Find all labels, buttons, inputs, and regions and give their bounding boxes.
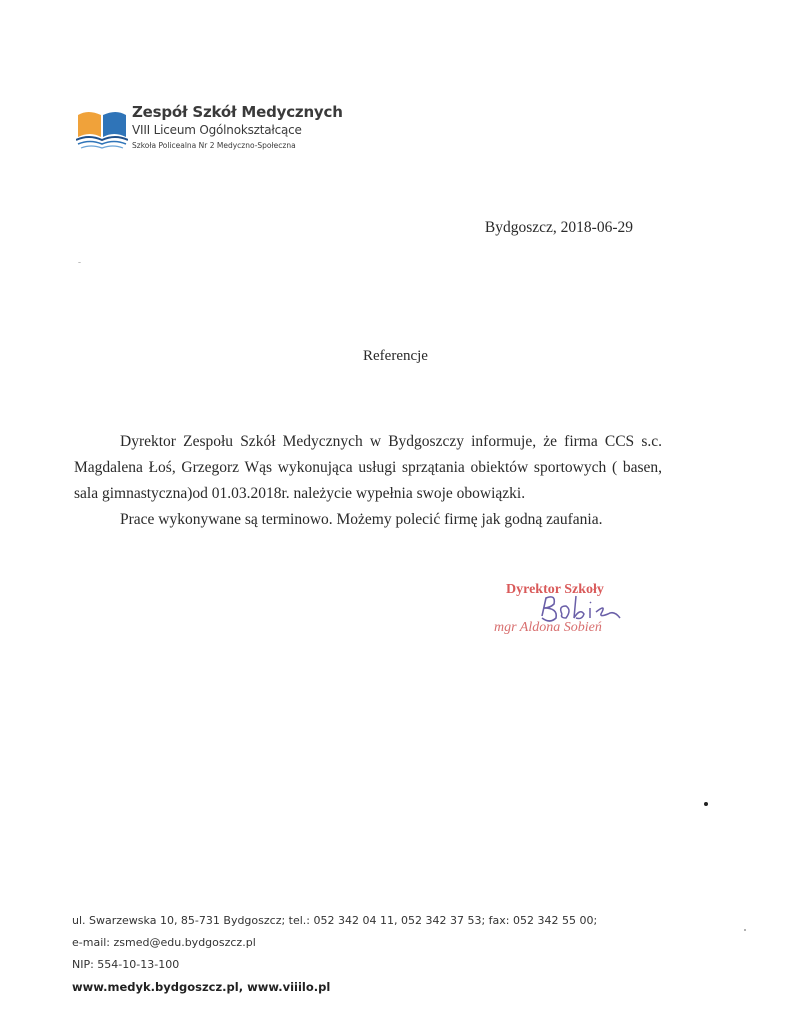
scan-speck <box>744 929 746 931</box>
signature-name: mgr Aldona Sobień <box>494 620 602 635</box>
scan-speck <box>78 262 81 263</box>
open-book-logo-icon <box>76 107 128 149</box>
footer-email: e-mail: zsmed@edu.bydgoszcz.pl <box>72 936 256 949</box>
document-date: Bydgoszcz, 2018-06-29 <box>484 219 633 236</box>
footer-websites: www.medyk.bydgoszcz.pl, www.viiilo.pl <box>72 980 331 994</box>
logo-title: Zespół Szkół Medycznych <box>132 103 343 121</box>
logo-subtitle-small: Szkoła Policealna Nr 2 Medyczno-Społeczna <box>132 141 296 150</box>
body-paragraph: Prace wykonywane są terminowo. Możemy polecić firmę jak godną zaufania. <box>120 511 603 528</box>
document-heading: Referencje <box>363 348 428 364</box>
signature-stamp <box>488 580 648 650</box>
school-logo <box>76 103 343 155</box>
scan-speck <box>704 802 708 806</box>
footer-address: ul. Swarzewska 10, 85-731 Bydgoszcz; tel.: 052 342 04 11, 052 342 37 53; fax: 052 342 55 00; <box>72 914 598 927</box>
footer-nip: NIP: 554-10-13-100 <box>72 958 180 971</box>
body-paragraph: Dyrektor Zespołu Szkół Medycznych w Bydgoszczy informuje, że firma CCS s.c. Magdalena Łoś, Grzegorz Wąs wykonująca usługi sprzątania obiektów sportowych ( basen, sala gimnastyczna)od 01.03.2018r. należycie wypełnia swoje obowiązki. <box>74 433 662 502</box>
letter-body <box>74 429 662 533</box>
signature-title: Dyrektor Szkoły <box>506 582 604 597</box>
logo-subtitle: VIII Liceum Ogólnokształcące <box>132 123 302 137</box>
